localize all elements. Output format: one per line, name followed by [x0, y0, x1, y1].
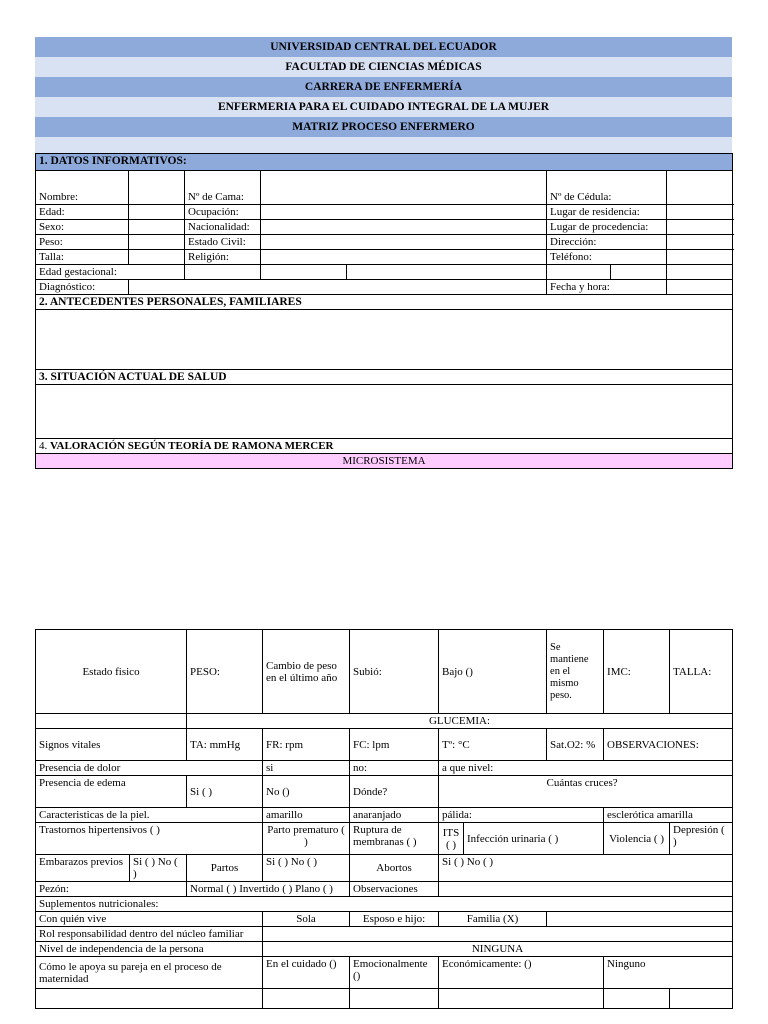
dolor-no[interactable]: no: [350, 761, 439, 776]
empty-cell [36, 989, 263, 1009]
imc-label: IMC: [604, 630, 670, 714]
observaciones2-label: Observaciones [350, 882, 439, 897]
pezon-options[interactable]: Normal ( ) Invertido ( ) Plano ( ) [187, 882, 350, 897]
edema-label: Presencia de edema [36, 776, 187, 808]
dolor-label: Presencia de dolor [36, 761, 263, 776]
residencia-label: Lugar de residencia: [547, 205, 667, 220]
edad-gestacional-value[interactable] [185, 265, 261, 280]
cambio-peso-label: Cambio de peso en el último año [263, 630, 350, 714]
datos-table [35, 153, 733, 469]
cedula-value[interactable] [667, 171, 733, 205]
section4-title [36, 439, 733, 454]
infeccion-option[interactable]: Infección urinaria ( ) [464, 823, 604, 855]
valoracion-table [35, 629, 733, 1009]
subio-label: Subió: [350, 630, 439, 714]
empty-cell [547, 912, 733, 927]
empty-cell [261, 265, 347, 280]
fc-label: FC: lpm [350, 729, 439, 761]
religion-value[interactable] [261, 250, 547, 265]
fr-label: FR: rpm [263, 729, 350, 761]
edad-gestacional-label: Edad gestacional: [36, 265, 185, 280]
edema-cruces[interactable]: Cuántas cruces? [547, 776, 733, 808]
pezon-label: Pezón: [36, 882, 187, 897]
section3-title: 3. SITUACIÓN ACTUAL DE SALUD [36, 370, 733, 385]
section4-heading: VALORACIÓN SEGÚN TEORÍA DE RAMONA MERCER [50, 440, 334, 452]
cama-label: Nº de Cama: [185, 171, 261, 205]
observaciones-label: OBSERVACIONES: [604, 729, 733, 761]
embarazos-label: Embarazos previos [36, 855, 130, 882]
rol-label: Rol responsabilidad dentro del núcleo familiar [36, 927, 263, 942]
apoyo-cuidado[interactable]: En el cuidado () [263, 957, 350, 989]
temp-label: Tº: °C [439, 729, 547, 761]
procedencia-value[interactable] [667, 220, 733, 235]
abortos-options[interactable]: Si ( ) No ( ) [439, 855, 733, 882]
estado-fisico-label: Estado fisico [36, 630, 187, 714]
fecha-value[interactable] [667, 280, 733, 295]
header-subject: ENFERMERIA PARA EL CUIDADO INTEGRAL DE LA MUJER [35, 97, 732, 117]
partos-label: Partos [187, 855, 263, 882]
apoyo-ninguno[interactable]: Ninguno [604, 957, 733, 989]
nombre-value[interactable] [129, 171, 185, 205]
vive-familia[interactable]: Familia (X) [439, 912, 547, 927]
religion-label: Religión: [185, 250, 261, 265]
microsistema-label: MICROSISTEMA [36, 454, 733, 469]
parto-prematuro[interactable]: Parto prematuro ( ) [263, 823, 350, 855]
edad-label: Edad: [36, 205, 129, 220]
empty-cell [547, 265, 611, 280]
procedencia-label: Lugar de procedencia: [547, 220, 667, 235]
sexo-label: Sexo: [36, 220, 129, 235]
bajo-label: Bajo () [439, 630, 547, 714]
sat-label: Sat.O2: % [547, 729, 604, 761]
ta-label: TA: mmHg [187, 729, 263, 761]
vive-label: Con quién vive [36, 912, 263, 927]
dolor-nivel[interactable]: a que nivel: [439, 761, 733, 776]
talla-value[interactable] [129, 250, 185, 265]
partos-options[interactable]: Si ( ) No ( ) [263, 855, 350, 882]
empty-cell [439, 776, 547, 808]
antecedentes-field[interactable] [36, 310, 733, 370]
piel-anaranjado[interactable]: anaranjado [350, 808, 439, 823]
trastornos-label[interactable]: Trastornos hipertensivos ( ) [36, 823, 263, 855]
vive-esposo[interactable]: Esposo e hijo: [350, 912, 439, 927]
section4-number: 4. [39, 440, 50, 452]
estado-civil-label: Estado Civil: [185, 235, 261, 250]
section1-title: 1. DATOS INFORMATIVOS: [36, 154, 733, 171]
cama-value[interactable] [261, 171, 547, 205]
sexo-value[interactable] [129, 220, 185, 235]
apoyo-economico[interactable]: Económicamente: () [439, 957, 604, 989]
empty-cell [350, 989, 439, 1009]
direccion-label: Dirección: [547, 235, 667, 250]
vive-sola[interactable]: Sola [263, 912, 350, 927]
fecha-label: Fecha y hora: [547, 280, 667, 295]
apoyo-emocional[interactable]: Emocionalmente () [350, 957, 439, 989]
header-career: CARRERA DE ENFERMERÍA [35, 77, 732, 97]
telefono-value[interactable] [667, 250, 733, 265]
peso-label: Peso: [36, 235, 129, 250]
independencia-label: Nivel de independencia de la persona [36, 942, 263, 957]
piel-esclerotica[interactable]: esclerótica amarilla [604, 808, 733, 823]
nombre-label: Nombre: [36, 171, 129, 205]
rol-value[interactable] [263, 927, 733, 942]
independencia-value[interactable]: NINGUNA [263, 942, 733, 957]
direccion-value[interactable] [667, 235, 733, 250]
suplementos-label[interactable]: Suplementos nutricionales: [36, 897, 733, 912]
empty-cell [667, 265, 733, 280]
header-university: UNIVERSIDAD CENTRAL DEL ECUADOR [35, 37, 732, 57]
mantiene-label: Se mantiene en el mismo peso. [547, 630, 604, 714]
edema-si[interactable]: Si ( ) [187, 776, 263, 808]
estado-civil-value[interactable] [261, 235, 547, 250]
ocupacion-label: Ocupación: [185, 205, 261, 220]
piel-palida[interactable]: pálida: [439, 808, 604, 823]
empty-cell [604, 989, 670, 1009]
ocupacion-value[interactable] [261, 205, 547, 220]
header-matrix: MATRIZ PROCESO ENFERMERO [35, 117, 732, 137]
nacionalidad-label: Nacionalidad: [185, 220, 261, 235]
header-faculty: FACULTAD DE CIENCIAS MÉDICAS [35, 57, 732, 77]
residencia-value[interactable] [667, 205, 733, 220]
empty-cell [263, 989, 350, 1009]
edema-donde[interactable]: Dónde? [350, 776, 439, 808]
abortos-label: Abortos [350, 855, 439, 882]
empty-cell [36, 714, 187, 729]
section2-title: 2. ANTECEDENTES PERSONALES, FAMILIARES [36, 295, 733, 310]
telefono-label: Teléfono: [547, 250, 667, 265]
glucemia-label: GLUCEMIA: [187, 714, 733, 729]
empty-cell [347, 265, 547, 280]
observaciones2-value[interactable] [439, 882, 733, 897]
piel-amarillo[interactable]: amarillo [263, 808, 350, 823]
edema-no[interactable]: No () [263, 776, 350, 808]
empty-cell [611, 265, 667, 280]
apoyo-label: Cómo le apoya su pareja en el proceso de maternidad [36, 957, 263, 989]
nacionalidad-value[interactable] [261, 220, 547, 235]
edad-value[interactable] [129, 205, 185, 220]
header-spacer [35, 137, 732, 154]
embarazos-options[interactable]: Si ( ) No ( ) [130, 855, 187, 882]
depresion-option[interactable]: Depresión ( ) [670, 823, 733, 855]
dolor-si[interactable]: si [263, 761, 350, 776]
ruptura-membranas[interactable]: Ruptura de membranas ( ) [350, 823, 439, 855]
talla2-label: TALLA: [670, 630, 733, 714]
peso-value[interactable] [129, 235, 185, 250]
signos-label: Signos vitales [36, 729, 187, 761]
empty-cell [439, 989, 604, 1009]
violencia-option[interactable]: Violencia ( ) [604, 823, 670, 855]
peso2-label: PESO: [187, 630, 263, 714]
diagnostico-value[interactable] [129, 280, 547, 295]
talla-label: Talla: [36, 250, 129, 265]
its-option[interactable]: ITS ( ) [439, 823, 464, 855]
situacion-field[interactable] [36, 385, 733, 439]
diagnostico-label: Diagnóstico: [36, 280, 129, 295]
cedula-label: Nº de Cédula: [547, 171, 667, 205]
piel-label: Caracteristicas de la piel. [36, 808, 263, 823]
empty-cell [670, 989, 733, 1009]
